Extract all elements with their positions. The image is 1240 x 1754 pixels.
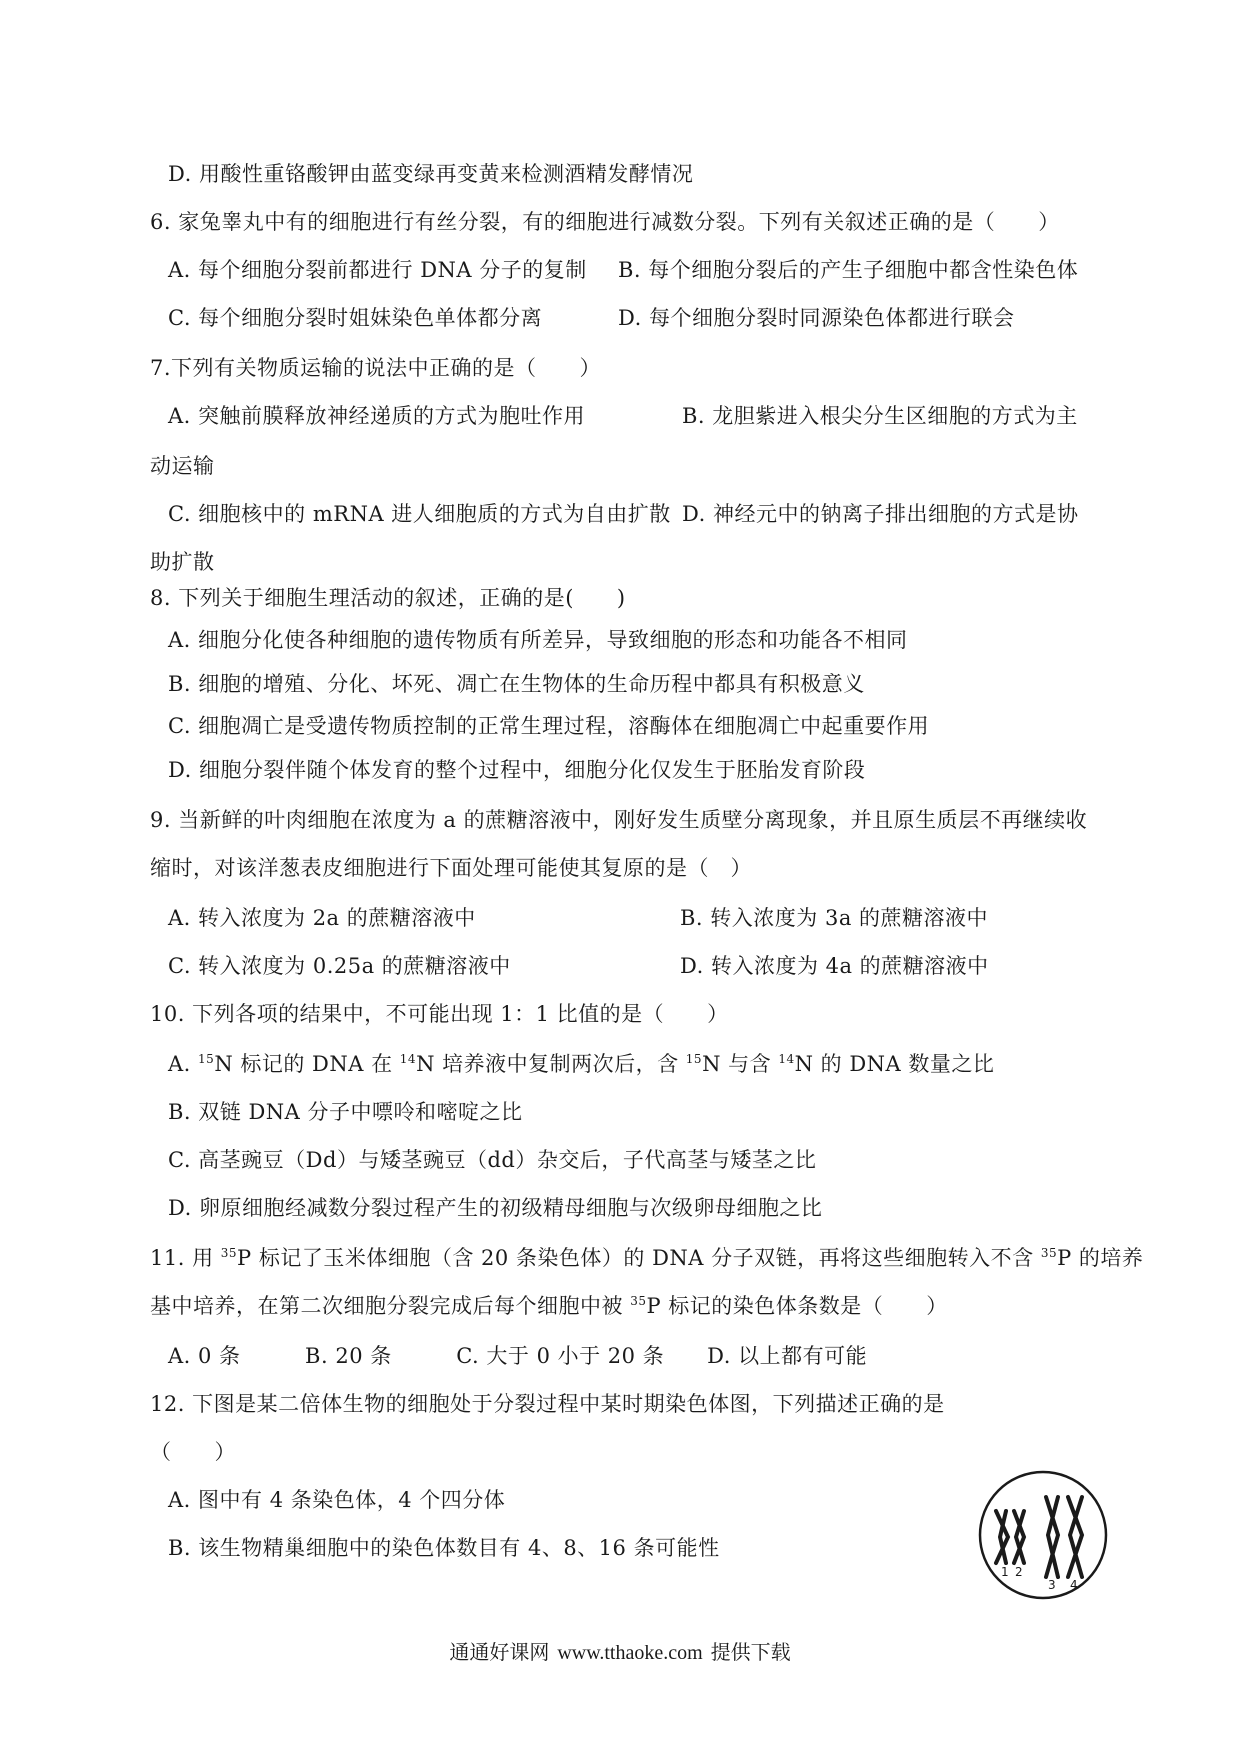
q10-a-sup1: 15 — [198, 1052, 215, 1066]
q11-options: A. 0 条 B. 20 条 C. 大于 0 小于 20 条 D. 以上都有可能 — [168, 1344, 868, 1368]
q7-option-d-line1: D. 神经元中的钠离子排出细胞的方式是协 — [682, 502, 1079, 526]
q12-stem-line2: （ ） — [150, 1440, 236, 1464]
q7-option-d-line2: 助扩散 — [150, 550, 215, 574]
q8-option-c: C. 细胞凋亡是受遗传物质控制的正常生理过程，溶酶体在细胞凋亡中起重要作用 — [168, 714, 930, 738]
chromosome-2 — [1014, 1511, 1024, 1563]
q12-stem-line1: 12. 下图是某二倍体生物的细胞处于分裂过程中某时期染色体图，下列描述正确的是 — [150, 1392, 945, 1416]
cell-chromosome-figure — [968, 1465, 1118, 1615]
q7-option-a: A. 突触前膜释放神经递质的方式为胞吐作用 — [168, 404, 586, 428]
q10-a-text1: N 标记的 DNA 在 — [214, 1052, 400, 1076]
footer-site-name: 通通好课网 — [449, 1640, 550, 1664]
q11-l1-sup1: 35 — [220, 1246, 238, 1260]
chromosome-label-4: 4 — [1070, 1578, 1078, 1592]
q11-l2-text: P 标记的染色体条数是（ ） — [646, 1294, 948, 1318]
q8-option-a: A. 细胞分化使各种细胞的遗传物质有所差异，导致细胞的形态和功能各不相同 — [168, 628, 908, 652]
q12-option-b: B. 该生物精巢细胞中的染色体数目有 4、8、16 条可能性 — [168, 1536, 720, 1560]
q6-option-d: D. 每个细胞分裂时同源染色体都进行联会 — [618, 306, 1015, 330]
q9-option-a: A. 转入浓度为 2a 的蔗糖溶液中 — [168, 906, 476, 930]
q9-stem-line1: 9. 当新鲜的叶肉细胞在浓度为 a 的蔗糖溶液中，刚好发生质壁分离现象，并且原生质层不再继续收 — [150, 808, 1088, 832]
footer-note: 提供下载 — [710, 1640, 791, 1664]
footer-url[interactable]: www.tthaoke.com — [557, 1642, 703, 1664]
q11-l1-sup2: 35 — [1040, 1246, 1058, 1260]
q8-stem: 8. 下列关于细胞生理活动的叙述，正确的是( ) — [150, 586, 626, 610]
q9-option-c: C. 转入浓度为 0.25a 的蔗糖溶液中 — [168, 954, 511, 978]
q10-a-sup2: 14 — [399, 1052, 417, 1066]
chromosome-label-2: 2 — [1015, 1565, 1023, 1579]
q9-stem-line2: 缩时，对该洋葱表皮细胞进行下面处理可能使其复原的是（ ） — [150, 856, 752, 880]
chromosome-4 — [1068, 1497, 1082, 1577]
q7-option-b-line1: B. 龙胆紫进入根尖分生区细胞的方式为主 — [682, 404, 1078, 428]
q10-a-text2: N 培养液中复制两次后，含 — [416, 1052, 686, 1076]
q6-option-c: C. 每个细胞分裂时姐妹染色单体都分离 — [168, 306, 543, 330]
q10-a-text4: N 的 DNA 数量之比 — [794, 1052, 995, 1076]
chromosome-label-3: 3 — [1048, 1578, 1056, 1592]
q6-option-b: B. 每个细胞分裂后的产生子细胞中都含性染色体 — [618, 258, 1079, 282]
q11-l1-text1: P 标记了玉米体细胞（含 20 条染色体）的 DNA 分子双链，再将这些细胞转入不含 — [237, 1246, 1041, 1270]
chromosome-1 — [996, 1511, 1008, 1563]
q10-a-sup3: 15 — [685, 1052, 703, 1066]
q9-option-d: D. 转入浓度为 4a 的蔗糖溶液中 — [680, 954, 989, 978]
q10-option-c: C. 高茎豌豆（Dd）与矮茎豌豆（dd）杂交后，子代高茎与矮茎之比 — [168, 1148, 817, 1172]
page-footer — [0, 1636, 1240, 1665]
q7-option-c: C. 细胞核中的 mRNA 进人细胞质的方式为自由扩散 — [168, 502, 671, 526]
chromosome-label-1: 1 — [1001, 1565, 1009, 1579]
q10-a-prefix: A. — [168, 1052, 199, 1076]
q9-option-b: B. 转入浓度为 3a 的蔗糖溶液中 — [680, 906, 989, 930]
q10-a-text3: N 与含 — [702, 1052, 779, 1076]
q11-l1-prefix: 11. 用 — [150, 1246, 221, 1270]
q11-l1-text2: P 的培养 — [1057, 1246, 1144, 1270]
q6-option-a: A. 每个细胞分裂前都进行 DNA 分子的复制 — [168, 258, 587, 282]
q10-stem: 10. 下列各项的结果中，不可能出现 1：1 比值的是（ ） — [150, 1002, 729, 1026]
q11-stem-line2 — [150, 1292, 948, 1320]
q10-option-d: D. 卵原细胞经减数分裂过程产生的初级精母细胞与次级卵母细胞之比 — [168, 1196, 823, 1220]
q10-option-a — [168, 1050, 994, 1078]
q11-l2-prefix: 基中培养，在第二次细胞分裂完成后每个细胞中被 — [150, 1294, 631, 1318]
q6-stem: 6. 家兔睾丸中有的细胞进行有丝分裂，有的细胞进行减数分裂。下列有关叙述正确的是（ ） — [150, 210, 1060, 234]
q10-option-b: B. 双链 DNA 分子中嘌呤和嘧啶之比 — [168, 1100, 523, 1124]
q11-stem-line1 — [150, 1244, 1143, 1272]
q7-stem: 7.下列有关物质运输的说法中正确的是（ ） — [150, 356, 602, 380]
q12-option-a: A. 图中有 4 条染色体，4 个四分体 — [168, 1488, 506, 1512]
q7-option-b-line2: 动运输 — [150, 454, 215, 478]
q5-option-d: D. 用酸性重铬酸钾由蓝变绿再变黄来检测酒精发酵情况 — [168, 162, 694, 186]
chromosome-3 — [1046, 1497, 1058, 1577]
q11-l2-sup: 35 — [630, 1294, 647, 1308]
q10-a-sup4: 14 — [778, 1052, 795, 1066]
q8-option-d: D. 细胞分裂伴随个体发育的整个过程中，细胞分化仅发生于胚胎发育阶段 — [168, 758, 866, 782]
q8-option-b: B. 细胞的增殖、分化、坏死、凋亡在生物体的生命历程中都具有积极意义 — [168, 672, 865, 696]
